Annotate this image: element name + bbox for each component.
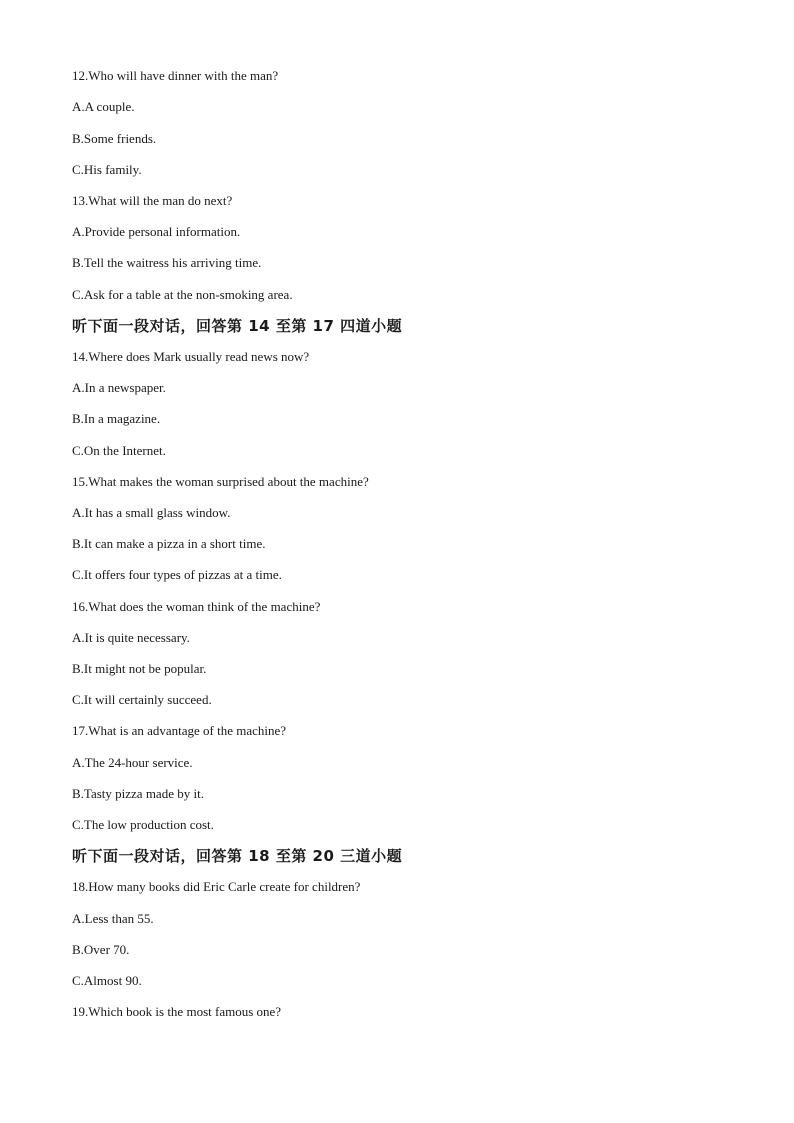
option-15-a: A.It has a small glass window. bbox=[72, 505, 231, 520]
option-16-c: C.It will certainly succeed. bbox=[72, 692, 212, 707]
option-16-b: B.It might not be popular. bbox=[72, 661, 207, 676]
option-18-a: A.Less than 55. bbox=[72, 911, 154, 926]
option-17-c: C.The low production cost. bbox=[72, 817, 214, 832]
option-12-c: C.His family. bbox=[72, 162, 142, 177]
option-14-a: A.In a newspaper. bbox=[72, 380, 166, 395]
question-14: 14.Where does Mark usually read news now? bbox=[72, 349, 310, 364]
question-12: 12.Who will have dinner with the man? bbox=[72, 68, 279, 83]
option-18-c: C.Almost 90. bbox=[72, 973, 142, 988]
question-15: 15.What makes the woman surprised about the machine? bbox=[72, 474, 369, 489]
option-18-b: B.Over 70. bbox=[72, 942, 130, 957]
option-12-a: A.A couple. bbox=[72, 99, 135, 114]
option-14-b: B.In a magazine. bbox=[72, 411, 161, 426]
question-18: 18.How many books did Eric Carle create for children? bbox=[72, 879, 361, 894]
option-14-c: C.On the Internet. bbox=[72, 443, 166, 458]
option-15-b: B.It can make a pizza in a short time. bbox=[72, 536, 266, 551]
section-heading-14-17: 听下面一段对话，回答第 14 至第 17 四道小题 bbox=[72, 317, 403, 335]
option-16-a: A.It is quite necessary. bbox=[72, 630, 190, 645]
option-17-a: A.The 24-hour service. bbox=[72, 755, 193, 770]
option-13-c: C.Ask for a table at the non-smoking area. bbox=[72, 287, 293, 302]
option-15-c: C.It offers four types of pizzas at a time. bbox=[72, 567, 282, 582]
question-16: 16.What does the woman think of the machine? bbox=[72, 599, 321, 614]
question-19: 19.Which book is the most famous one? bbox=[72, 1004, 282, 1019]
option-13-a: A.Provide personal information. bbox=[72, 224, 241, 239]
option-13-b: B.Tell the waitress his arriving time. bbox=[72, 255, 262, 270]
option-12-b: B.Some friends. bbox=[72, 131, 157, 146]
question-13: 13.What will the man do next? bbox=[72, 193, 233, 208]
section-heading-18-20: 听下面一段对话，回答第 18 至第 20 三道小题 bbox=[72, 847, 403, 865]
option-17-b: B.Tasty pizza made by it. bbox=[72, 786, 204, 801]
question-17: 17.What is an advantage of the machine? bbox=[72, 723, 287, 738]
